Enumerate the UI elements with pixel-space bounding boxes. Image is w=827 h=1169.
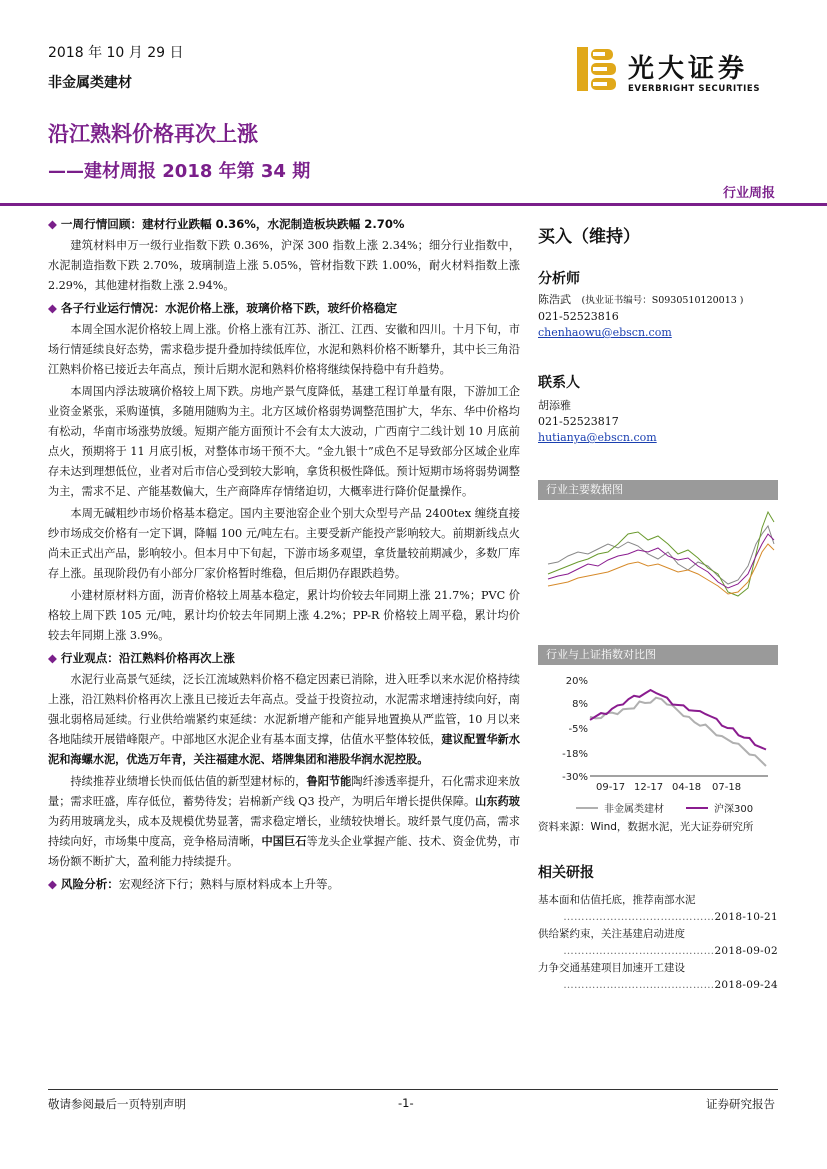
chart1-series-green <box>548 512 774 596</box>
related-heading: 相关研报 <box>538 865 594 881</box>
paragraph: 本周无碱粗纱市场价格基本稳定。国内主要池窑企业个别大众型号产品 2400tex 缠绕直接纱市场成交价格有一定下调，降幅 100 元/吨左右。主要受新产能投产影响较大。前期新线点火尚未正式出产品，影响较小。但本月中下旬起，下游市场多观望，拿货量较前期减少，多数厂库存上涨。虽现阶段仍有小部分厂家价格暂时维稳，但后期仍存跟跌趋势。 <box>48 507 520 580</box>
related-item[interactable]: 力争交通基建项目加速开工建设 ……………………………………2018-09-24 <box>538 962 778 991</box>
paragraph: 水泥行业高景气延续，泛长江流域熟料价格不稳定因素已消除，进入旺季以来水泥价格持续上涨，沿江熟料价格再次上涨且已接近去年高点。受益于投资拉动，水泥需求增速持续向好，南强北弱格局延续。行业供给端紧约束延续：水泥新增产能和产能异地置换从严监管，10 月以来各地陆续开展错峰限产。中部地区水泥企业有基本面支撑，估值水平整体较低，建议配置华新水泥和海螺水泥，优选万年青，关注福建水泥、塔牌集团和港股华润水泥控股。 <box>48 673 520 766</box>
section-risk: ◆ 风险分析：宏观经济下行；熟料与原材料成本上升等。 <box>48 877 340 891</box>
x-tick-label: 09-17 <box>596 782 626 793</box>
chart2-label: 行业与上证指数对比图 <box>538 645 778 665</box>
x-tick-label: 07-18 <box>712 782 742 793</box>
contact-name: 胡添雅 <box>538 399 571 412</box>
related-item[interactable]: 基本面和估值托底，推荐南部水泥 ……………………………………2018-10-21 <box>538 894 778 923</box>
report-subtitle: ——建材周报 2018 年第 34 期 <box>48 161 311 182</box>
footer-disclaimer: 敬请参阅最后一页特别声明 <box>48 1097 186 1111</box>
report-title: 沿江熟料价格再次上涨 <box>48 122 258 146</box>
section-industry-view: ◆ 行业观点：沿江熟料价格再次上涨 <box>48 651 235 665</box>
header-divider <box>0 203 827 206</box>
legend-label: 沪深300 <box>714 804 754 815</box>
logo-english-name: EVERBRIGHT SECURITIES <box>628 84 761 94</box>
chart1-label: 行业主要数据图 <box>538 480 778 500</box>
logo-chinese-name: 光大证券 <box>628 54 749 84</box>
section-weekly-review: ◆ 一周行情回顾：建材行业跌幅 0.36%，水泥制造板块跌幅 2.70% <box>48 217 405 231</box>
series-line-csi300 <box>590 690 766 750</box>
report-type: 行业周报 <box>722 186 775 201</box>
paragraph: 小建材原材料方面，沥青价格较上周基本稳定，累计均价较去年同期上涨 21.7%；PVC 价格较上周下跌 105 元/吨，累计均价较去年同期上涨 4.2%；PP-R 价格较上周平稳，累计均价较去年同期上涨 3.9%。 <box>48 589 520 642</box>
contact-info <box>538 398 778 446</box>
y-tick-label: -30% <box>562 772 588 783</box>
footer-report-type: 证券研究报告 <box>706 1097 775 1111</box>
related-list <box>538 892 778 994</box>
analyst-cert: (执业证书编号：S0930510120013 ) <box>581 295 744 306</box>
index-comparison-chart <box>538 672 778 818</box>
series-line-building-materials <box>590 698 766 766</box>
related-item[interactable]: 供给紧约束，关注基建启动进度 ……………………………………2018-09-02 <box>538 928 778 957</box>
y-tick-label: 20% <box>565 676 588 687</box>
footer-divider <box>48 1089 778 1090</box>
diamond-icon: ◆ <box>48 877 57 891</box>
y-tick-label: 8% <box>572 699 588 711</box>
rating: 买入（维持） <box>538 227 640 247</box>
paragraph: 本周全国水泥价格较上周上涨。价格上涨有江苏、浙江、江西、安徽和四川。十月下旬，市场行情延续良好态势，需求稳步提升叠加持续低库位，水泥和熟料价格不断攀升，其中长三角沿江熟料价格已接近去年高点，预计后期水泥和熟料价格将继续保持稳中有升趋势。 <box>48 323 520 376</box>
y-tick-label: -18% <box>562 748 588 760</box>
source-note: 资料来源：Wind，数据水泥，光大证券研究所 <box>538 821 754 833</box>
everbright-logo-icon <box>577 47 617 91</box>
analyst-heading: 分析师 <box>538 271 580 287</box>
section-subindustry: ◆ 各子行业运行情况：水泥价格上涨，玻璃价格下跌，玻纤价格稳定 <box>48 301 398 315</box>
diamond-icon: ◆ <box>48 301 57 315</box>
industry-category: 非金属类建材 <box>48 75 132 91</box>
page-number: -1- <box>398 1096 414 1110</box>
industry-data-chart <box>538 504 778 604</box>
report-body <box>48 214 520 896</box>
paragraph: 本周国内浮法玻璃价格较上周下跌。房地产景气度降低，基建工程订单量有限，下游加工企业资金紧张，采购谨慎，多随用随购为主。北方区域价格弱势调整范围扩大，华东、华中价格均有松动，华南市场涨势放缓。短期产能方面预计不会有太大波动，广西南宁二线计划 10 月底前点火，预期将于 11 月底引板，对整体市场干预不大。“金九银十”成色不足导致部分区域企业库存未达到理想低位，业者对后市信心受到较大影响，拿货积极性降低。预计短期市场将弱势调整为主，需求不足、产能基数偏大，生产商降库存情绪迫切，大概率进行降价促量操作。 <box>48 385 520 498</box>
x-tick-label: 04-18 <box>672 782 702 793</box>
diamond-icon: ◆ <box>48 217 57 231</box>
analyst-info <box>538 292 778 341</box>
report-date: 2018 年 10 月 29 日 <box>48 45 184 61</box>
contact-heading: 联系人 <box>538 375 580 391</box>
y-tick-label: -5% <box>568 724 588 735</box>
contact-phone: 021-52523817 <box>538 415 619 428</box>
analyst-name: 陈浩武 <box>538 293 571 306</box>
diamond-icon: ◆ <box>48 651 57 665</box>
x-tick-label: 12-17 <box>634 782 664 793</box>
analyst-email-link[interactable]: chenhaowu@ebscn.com <box>538 326 672 339</box>
analyst-phone: 021-52523816 <box>538 310 619 323</box>
chart1-series-gray <box>548 526 774 584</box>
paragraph: 持续推荐业绩增长快而低估值的新型建材标的，鲁阳节能陶纤渗透率提升，石化需求迎来放量；需求旺盛，库存低位，蓄势待发；岩棉新产线 Q3 投产，为明后年增长提供保障。山东药玻为药用玻璃龙头，成本及规模优势显著，需求稳定增长，业绩较快增长。玻纤景气度仍高，需求持续向好，市场集中度高，竞争格局清晰，中国巨石等龙头企业掌握产能、技术、资金优势，市场份额不断扩大，盈利能力持续提升。 <box>48 775 520 868</box>
paragraph: 建筑材料申万一级行业指数下跌 0.36%，沪深 300 指数上涨 2.34%；细分行业指数中，水泥制造指数下跌 2.70%，玻璃制造上涨 5.05%，管材指数下跌 1.00%，耐火材料指数上涨 2.29%，其他建材指数上涨 2.94%。 <box>48 239 520 292</box>
chart1-series-orange <box>548 544 774 594</box>
contact-email-link[interactable]: hutianya@ebscn.com <box>538 431 657 444</box>
legend-label: 非金属类建材 <box>604 804 664 815</box>
